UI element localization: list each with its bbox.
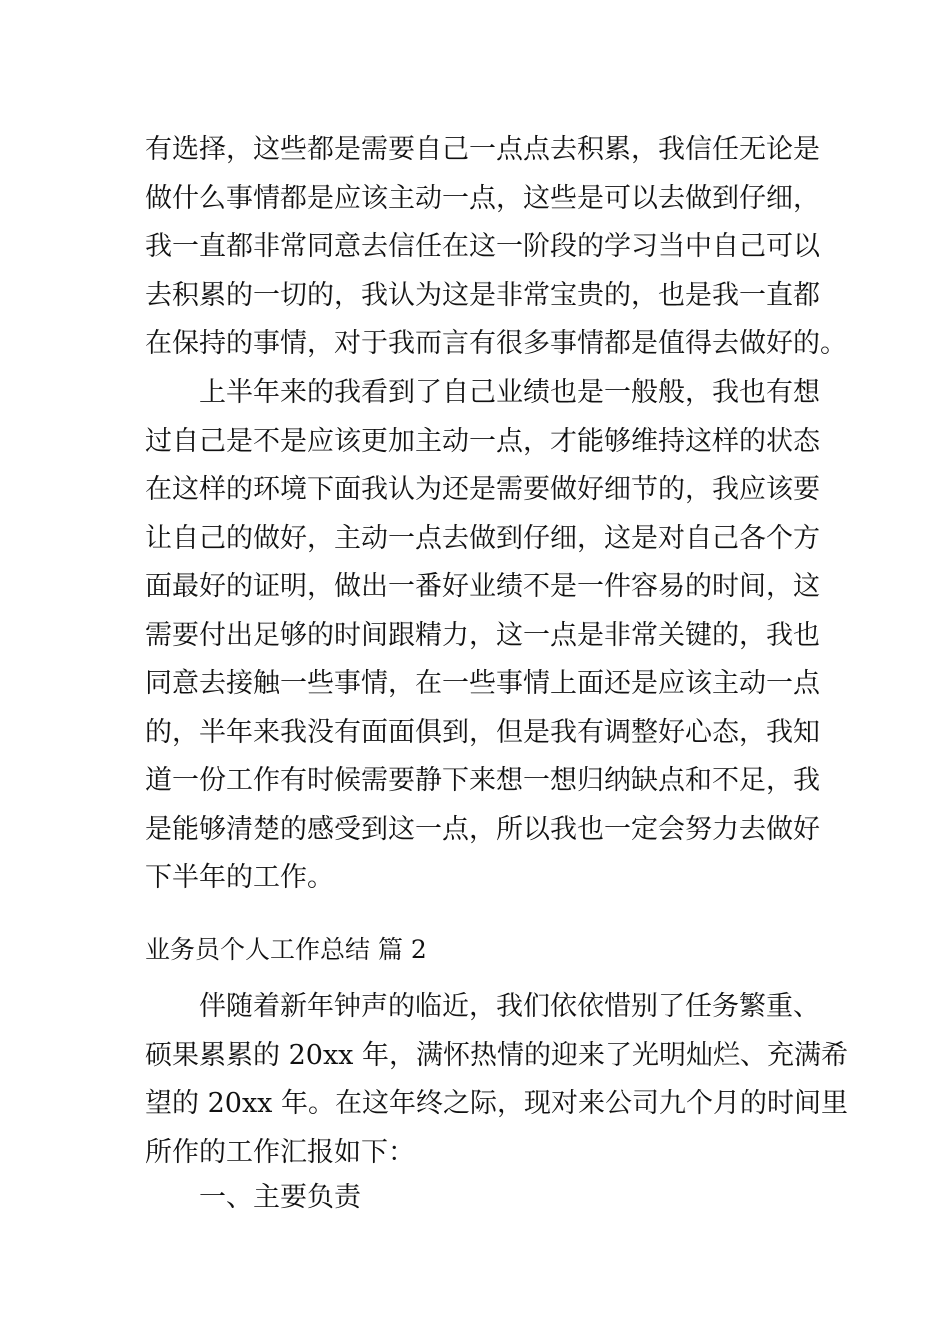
paragraph-line: 过自己是不是应该更加主动一点，才能够维持这样的状态 xyxy=(145,425,820,457)
paragraph-line: 在保持的事情，对于我而言有很多事情都是值得去做好的。 xyxy=(145,328,847,359)
paragraph-line: 上半年来的我看到了自己业绩也是一般般，我也有想 xyxy=(199,377,820,408)
paragraph-line: 硕果累累的 20xx 年，满怀热情的迎来了光明灿烂、充满希 xyxy=(145,1039,848,1071)
paragraph-line: 伴随着新年钟声的临近，我们依依惜别了任务繁重、 xyxy=(199,991,820,1022)
paragraph-line: 我一直都非常同意去信任在这一阶段的学习当中自己可以 xyxy=(145,231,820,262)
paragraph-line: 去积累的一切的，我认为这是非常宝贵的，也是我一直都 xyxy=(145,279,820,311)
paragraph-line: 面最好的证明，做出一番好业绩不是一件容易的时间，这 xyxy=(145,571,820,602)
paragraph-line: 是能够清楚的感受到这一点，所以我也一定会努力去做好 xyxy=(145,813,820,845)
paragraph-line: 需要付出足够的时间跟精力，这一点是非常关键的，我也 xyxy=(145,619,820,651)
paragraph-line: 做什么事情都是应该主动一点，这些是可以去做到仔细， xyxy=(145,182,820,214)
paragraph-line: 的，半年来我没有面面俱到，但是我有调整好心态，我知 xyxy=(145,716,820,748)
paragraph-line: 在这样的环境下面我认为还是需要做好细节的，我应该要 xyxy=(145,474,820,505)
paragraph-intro xyxy=(145,983,848,1177)
paragraph-continued xyxy=(145,126,847,369)
subheading: 一、主要负责 xyxy=(199,1182,361,1213)
paragraph-line: 道一份工作有时候需要静下来想一想归纳缺点和不足，我 xyxy=(145,765,820,796)
paragraph-line: 让自己的做好，主动一点去做到仔细，这是对自己各个方 xyxy=(145,522,820,554)
subheading-block xyxy=(145,1174,810,1223)
paragraph-line: 下半年的工作。 xyxy=(145,862,334,893)
paragraph-line: 望的 20xx 年。在这年终之际，现对来公司九个月的时间里 xyxy=(145,1088,848,1119)
paragraph-line: 所作的工作汇报如下： xyxy=(145,1136,415,1168)
section-heading: 业务员个人工作总结 篇 2 xyxy=(145,935,427,964)
paragraph-line: 同意去接触一些事情，在一些事情上面还是应该主动一点 xyxy=(145,668,820,699)
paragraph-line: 有选择，这些都是需要自己一点点去积累，我信任无论是 xyxy=(145,134,820,165)
paragraph-half-year-review xyxy=(145,369,820,903)
